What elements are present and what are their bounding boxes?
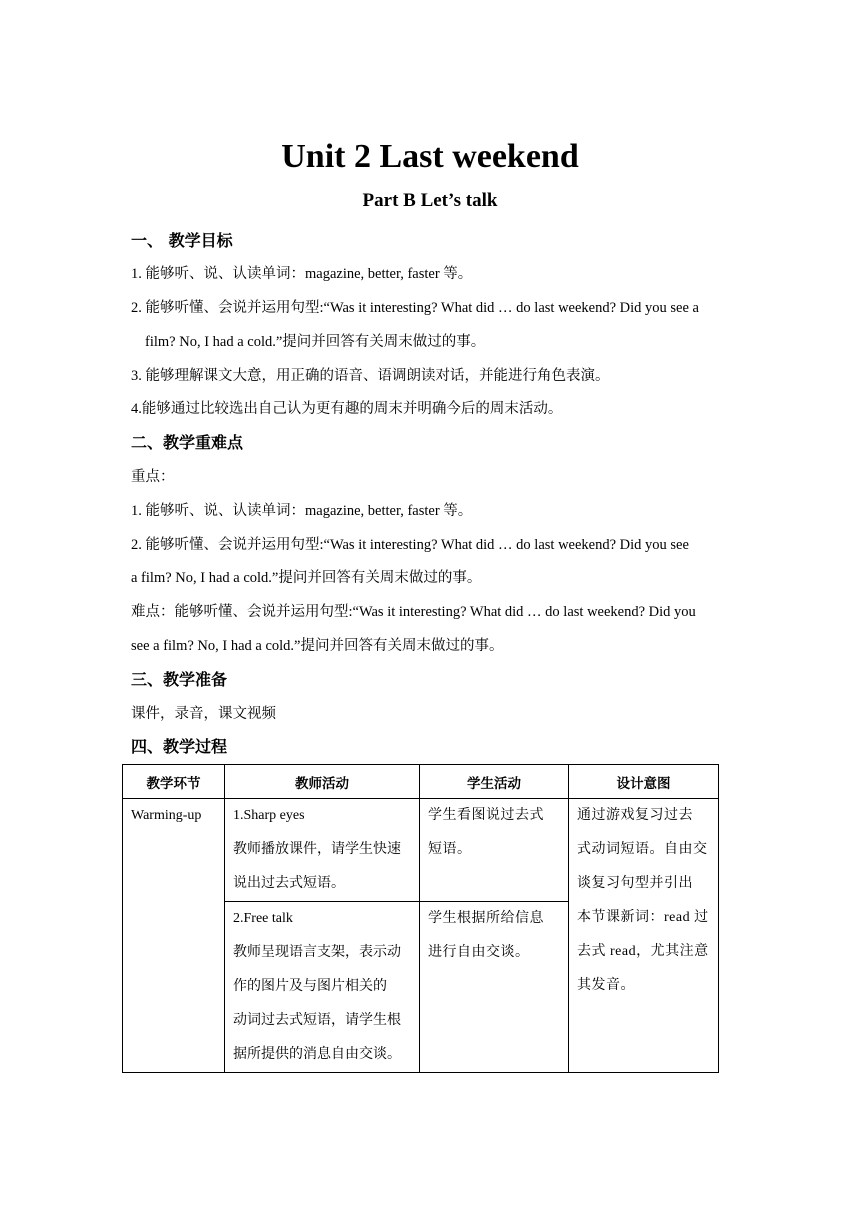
- teacher2-line-5: 据所提供的消息自由交谈。: [233, 1047, 401, 1062]
- key-line-1: 1. 能够听、说、认读单词：magazine, better, faster 等。: [131, 503, 473, 519]
- process-table: [122, 764, 719, 1073]
- teacher2-line-4: 动词过去式短语，请学生根: [233, 1013, 401, 1028]
- difficulty-line-1: 难点：能够听懂、会说并运用句型:“Was it interesting? What did … do last weekend? Did you: [131, 604, 696, 620]
- student1-line-2: 短语。: [428, 842, 472, 857]
- stage-cell: [123, 799, 225, 1073]
- intent-line-3: 谈复习句型并引出: [577, 876, 693, 891]
- table-header-row: [123, 765, 719, 799]
- intent-line-6: 其发音。: [577, 978, 635, 993]
- document-title: Unit 2 Last weekend: [281, 138, 579, 175]
- intent-line-5: 去式 read，尤其注意: [577, 944, 709, 959]
- student-activity-cell-2: [420, 902, 569, 1073]
- objective-line-2: 2. 能够听懂、会说并运用句型:“Was it interesting? What did … do last weekend? Did you see a: [131, 300, 699, 316]
- key-label: 重点：: [131, 469, 175, 485]
- difficulty-line-2: see a film? No, I had a cold.”提问并回答有关周末做过的事。: [131, 638, 504, 654]
- stage-label: Warming-up: [131, 808, 202, 823]
- student1-line-1: 学生看图说过去式: [428, 808, 544, 823]
- key-line-2-cont: a film? No, I had a cold.”提问并回答有关周末做过的事。: [131, 570, 482, 586]
- header-design-intent: 设计意图: [569, 765, 719, 799]
- student2-line-2: 进行自由交谈。: [428, 945, 530, 960]
- teacher1-line-1: 1.Sharp eyes: [233, 808, 305, 823]
- objective-line-2-cont: film? No, I had a cold.”提问并回答有关周末做过的事。: [145, 334, 486, 350]
- intent-line-2: 式动词短语。自由交: [577, 842, 708, 857]
- key-line-2: 2. 能够听懂、会说并运用句型:“Was it interesting? What did … do last weekend? Did you see: [131, 537, 689, 553]
- teacher-activity-cell-2: [225, 902, 420, 1073]
- table-row: [123, 799, 719, 902]
- document-subtitle: Part B Let’s talk: [362, 190, 498, 211]
- header-student-activity: 学生活动: [420, 765, 569, 799]
- section-heading-process: 四、教学过程: [131, 737, 228, 756]
- teacher1-line-2: 教师播放课件，请学生快速: [233, 842, 401, 857]
- student2-line-1: 学生根据所给信息: [428, 911, 544, 926]
- objective-line-1: 1. 能够听、说、认读单词：magazine, better, faster 等。: [131, 266, 473, 282]
- student-activity-cell-1: [420, 799, 569, 902]
- teacher2-line-2: 教师呈现语言支架，表示动: [233, 945, 401, 960]
- teacher2-line-3: 作的图片及与图片相关的: [233, 979, 387, 994]
- intent-line-4: 本节课新词：read 过: [577, 910, 709, 925]
- teacher2-line-1: 2.Free talk: [233, 911, 293, 926]
- section-heading-key-points: 二、教学重难点: [131, 433, 244, 452]
- teacher1-line-3: 说出过去式短语。: [233, 876, 345, 891]
- header-teacher-activity: 教师活动: [225, 765, 420, 799]
- preparation-text: 课件，录音，课文视频: [131, 706, 276, 722]
- objective-line-4: 4.能够通过比较选出自己认为更有趣的周末并明确今后的周末活动。: [131, 401, 563, 417]
- section-heading-objectives: 一、 教学目标: [131, 231, 233, 250]
- section-heading-preparation: 三、教学准备: [131, 670, 228, 689]
- intent-line-1: 通过游戏复习过去: [577, 808, 693, 823]
- design-intent-cell: [569, 799, 719, 1073]
- teacher-activity-cell-1: [225, 799, 420, 902]
- objective-line-3: 3. 能够理解课文大意，用正确的语音、语调朗读对话，并能进行角色表演。: [131, 368, 610, 384]
- header-stage: 教学环节: [123, 765, 225, 799]
